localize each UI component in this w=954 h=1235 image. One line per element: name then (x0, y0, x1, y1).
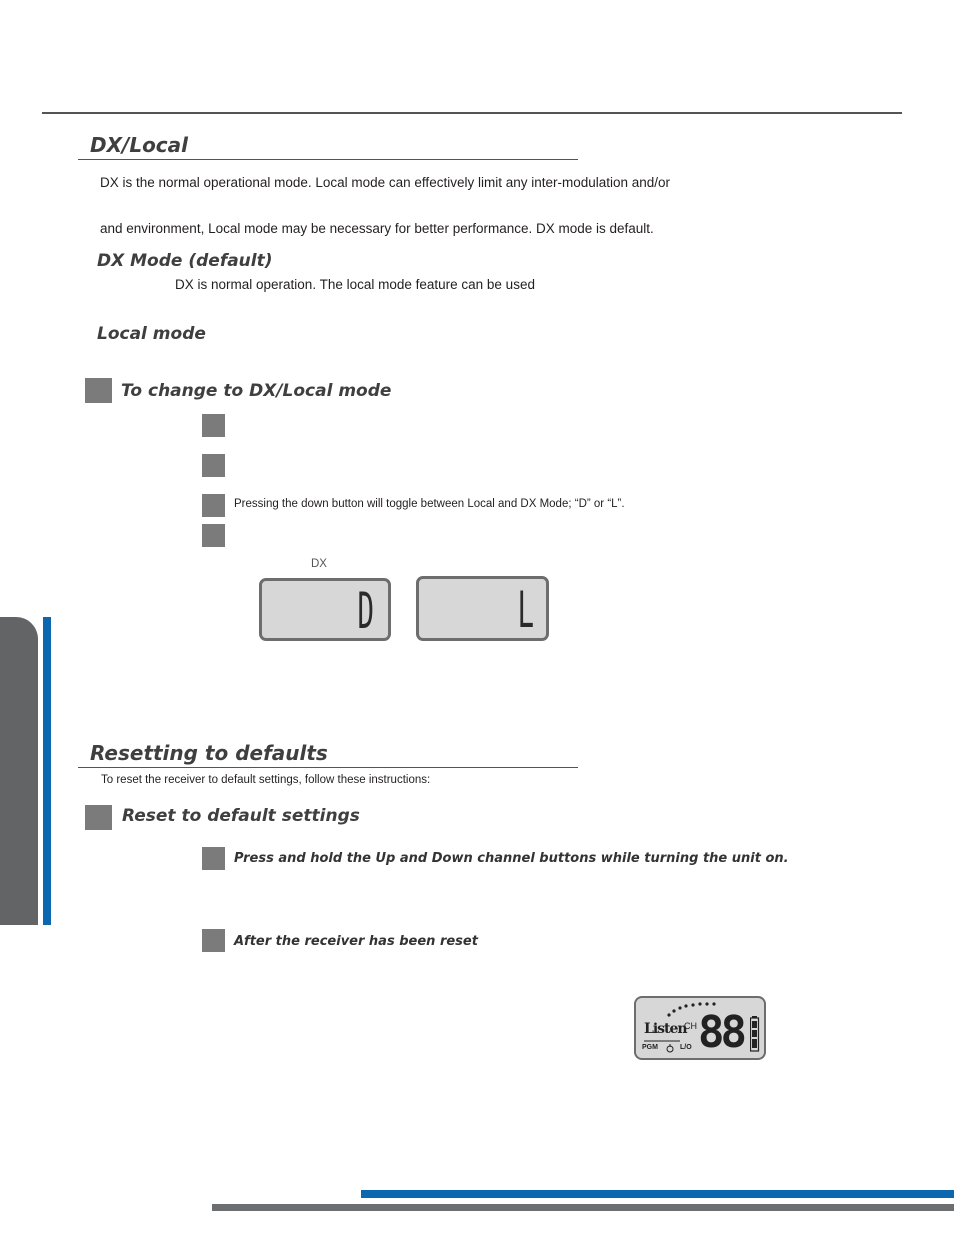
lcd-dx-char: D (357, 582, 374, 640)
dx-local-intro-line1: DX is the normal operational mode. Local mode can effectively limit any inter-modulation and/or (100, 175, 671, 190)
dx-mode-title: DX Mode (default) (97, 251, 273, 271)
lcd-local-char: L (517, 581, 534, 639)
lcd-digits: 88 (698, 1007, 743, 1058)
lcd-ch-label: CH (684, 1021, 697, 1031)
step-1-marker (202, 414, 225, 437)
step-4-marker (202, 524, 225, 547)
dx-local-rule (78, 159, 578, 160)
reset-step-2-marker (202, 929, 225, 952)
lcd-lo-label: L/O (680, 1044, 692, 1051)
dx-local-title: DX/Local (90, 133, 189, 157)
hand-icon (665, 1043, 675, 1053)
step-3-text: Pressing the down button will toggle between Local and DX Mode; “D” or “L”. (234, 498, 625, 510)
footer-rule (212, 1204, 954, 1211)
change-mode-marker (85, 378, 112, 403)
reset-intro: To reset the receiver to default settings, follow these instructions: (101, 774, 431, 786)
step-3-marker (202, 494, 225, 517)
footer-accent-bar (361, 1190, 954, 1198)
side-tab (0, 617, 38, 925)
reset-subtitle: Reset to default settings (122, 806, 360, 826)
local-mode-title: Local mode (97, 324, 206, 344)
lcd-local-display (416, 576, 549, 641)
reset-step-1-text: Press and hold the Up and Down channel buttons while turning the unit on. (234, 851, 789, 866)
top-rule (42, 112, 902, 114)
battery-icon (750, 1016, 760, 1052)
lcd-dx-display (259, 578, 391, 641)
dx-mode-text: DX is normal operation. The local mode feature can be used (175, 277, 535, 292)
lcd-full-display (634, 996, 766, 1060)
reset-step-1-marker (202, 847, 225, 870)
side-accent-bar (43, 617, 51, 925)
dx-local-intro-line2: and environment, Local mode may be necessary for better performance. DX mode is default. (100, 221, 654, 236)
step-2-marker (202, 454, 225, 477)
change-mode-title: To change to DX/Local mode (121, 381, 392, 401)
display-dx-label: DX (311, 558, 327, 570)
reset-marker (85, 805, 112, 830)
reset-rule (78, 767, 578, 768)
lcd-pgm-label: PGM (642, 1044, 658, 1051)
reset-step-2-text: After the receiver has been reset (234, 934, 478, 949)
reset-title: Resetting to defaults (90, 741, 328, 765)
lcd-brand: Listen (644, 1021, 687, 1037)
